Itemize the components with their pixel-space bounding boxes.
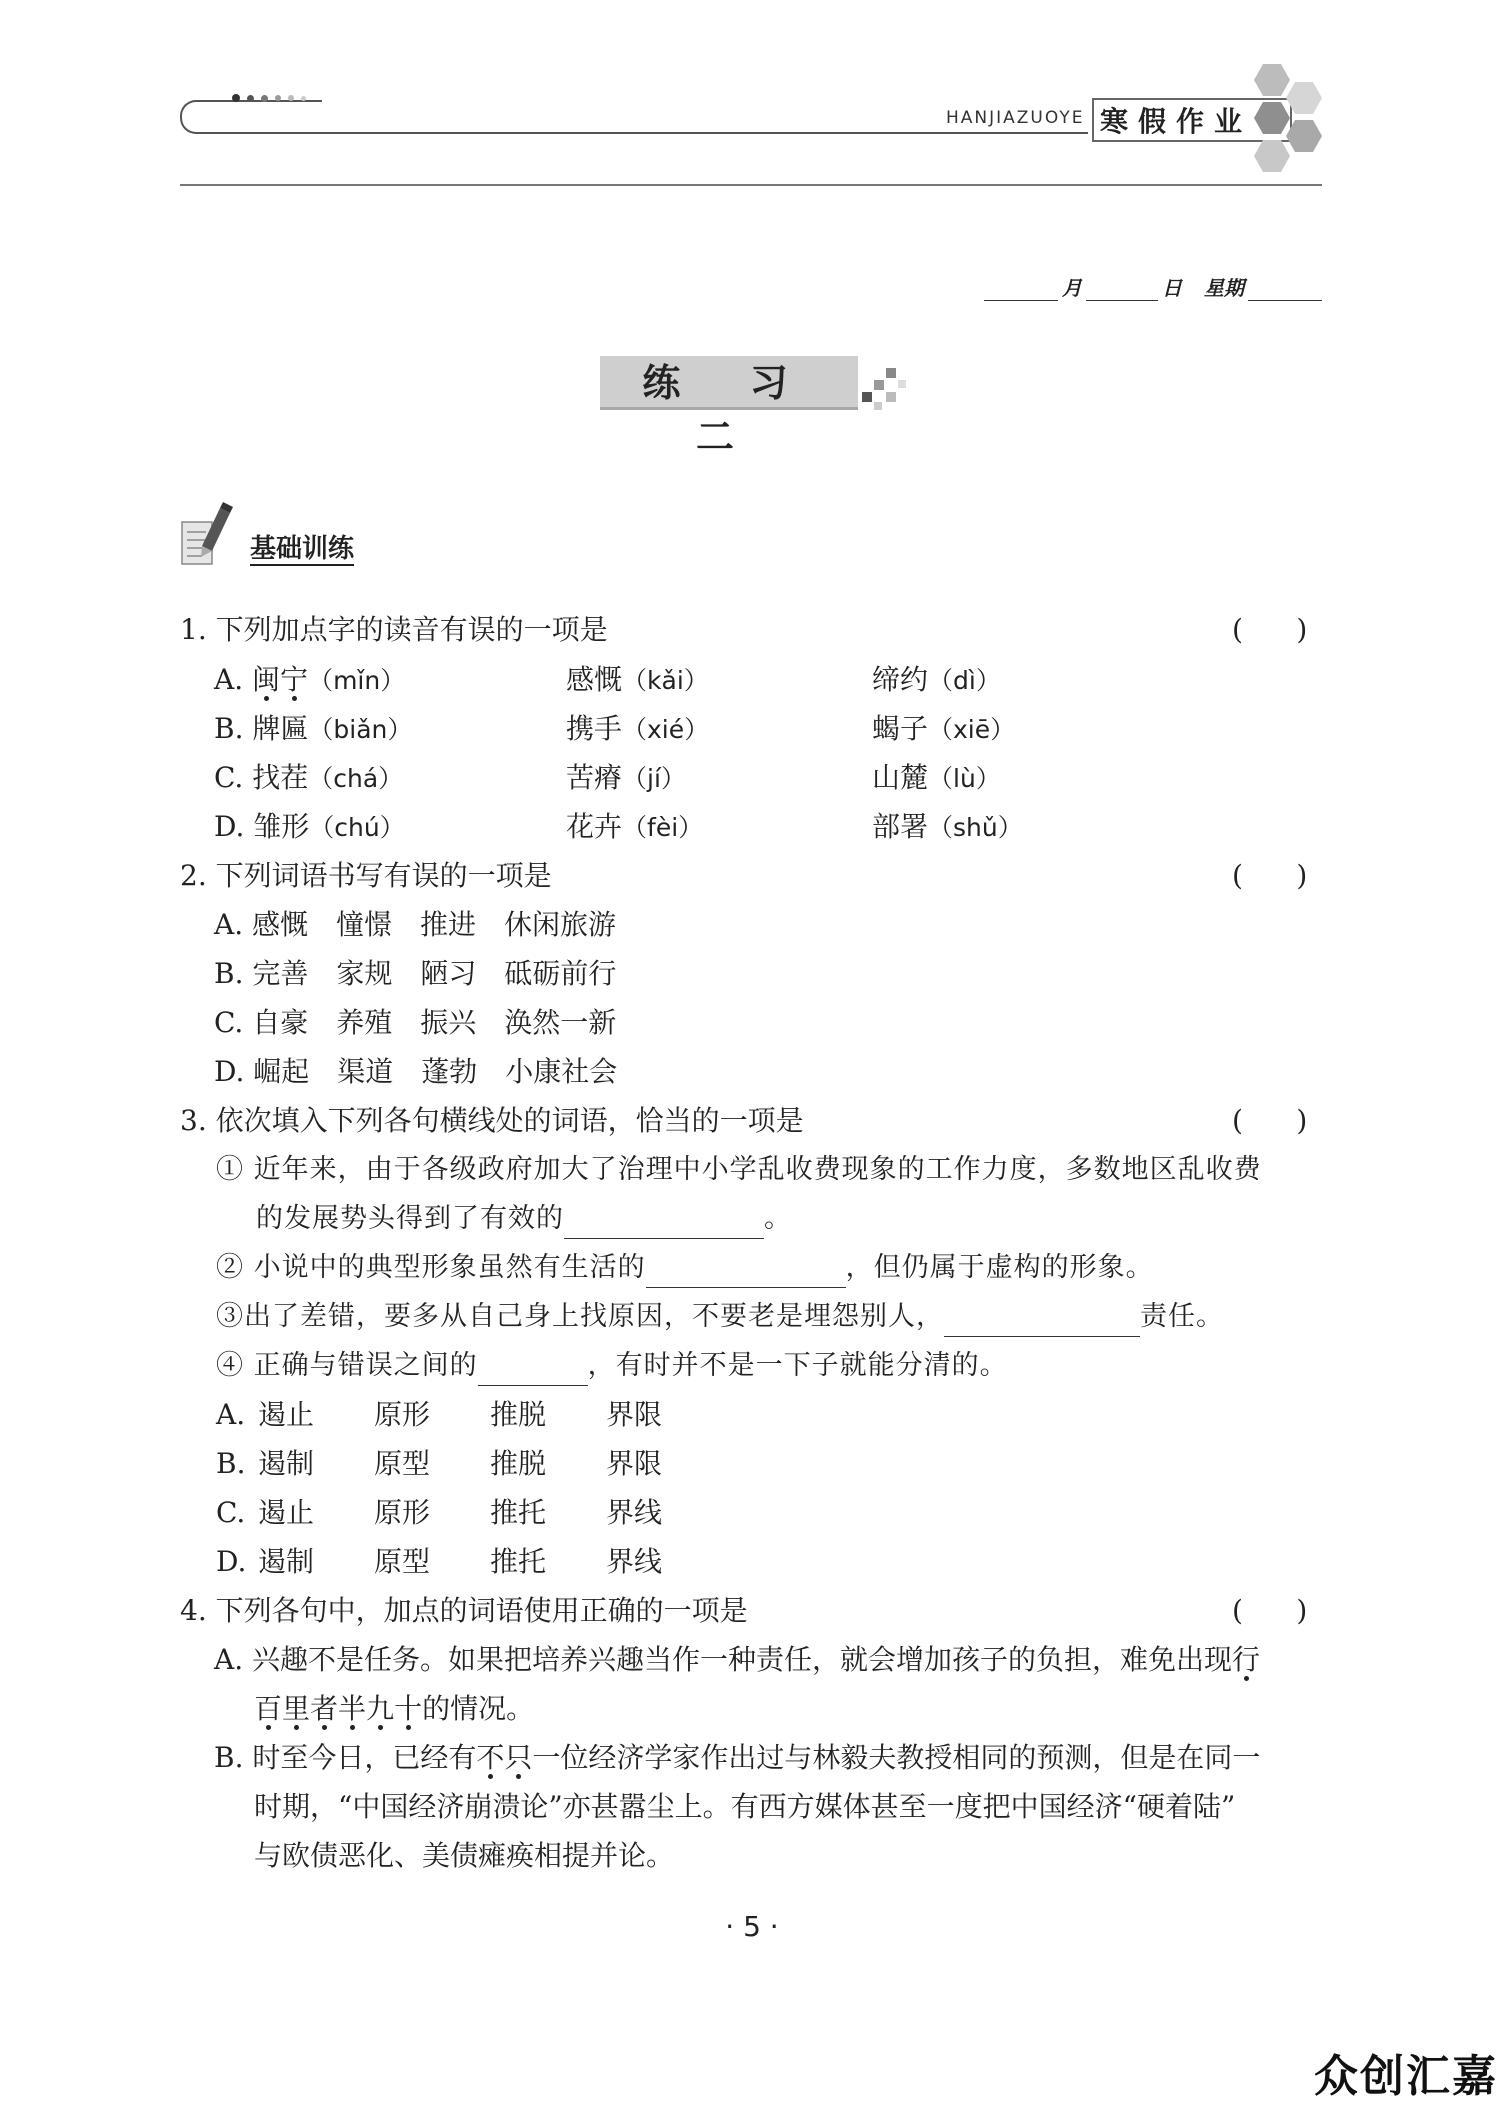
q4-option-b[interactable]: B. 时至今日，已经有不只一位经济学家作出过与林毅夫教授相同的预测，但是在同一: [214, 1741, 1261, 1774]
exercise-title: 练 习 二: [600, 356, 858, 410]
hex-decoration: [1254, 140, 1290, 172]
q2-answer-paren[interactable]: ( ): [1232, 859, 1308, 892]
emphasized-word: [252, 663, 308, 696]
q4-option-b-cont-1: 时期，“中国经济崩溃论”亦甚嚣尘上。有西方媒体甚至一度把中国经济“硬着陆”: [254, 1790, 1236, 1823]
section-title: 基础训练: [250, 534, 355, 564]
title-decoration: [874, 402, 882, 410]
header-rule: [320, 132, 1088, 134]
q2-stem: 2. 下列词语书写有误的一项是: [180, 859, 552, 892]
q3-sentence-4: ④ 正确与错误之间的 ，有时并不是一下子就能分清的。: [216, 1346, 1008, 1386]
q1-option-d-3: 部署（shǔ）: [872, 810, 1023, 843]
q3-blank-1[interactable]: [564, 1210, 764, 1239]
emphasized-word: [254, 1692, 422, 1725]
q1-option-c[interactable]: C. 找茬（chá）: [214, 761, 404, 794]
q3-sentence-3: ③出了差错，要多从自己身上找原因，不要老是埋怨别人， 责任。: [216, 1297, 1224, 1337]
hex-decoration: [1254, 64, 1290, 96]
header-title: 寒假作业: [1100, 105, 1253, 138]
q1-option-a[interactable]: A. 闽宁（mǐn）: [214, 663, 406, 696]
month-label: 月: [1062, 276, 1082, 300]
day-blank[interactable]: [1086, 280, 1158, 301]
q2-option-b[interactable]: B. 完善 家规 陋习 砥砺前行: [214, 957, 617, 990]
watermark: 众创汇嘉: [1314, 2051, 1498, 2102]
header-dots: [232, 94, 306, 102]
q3-blank-2[interactable]: [646, 1259, 846, 1288]
q2-option-c[interactable]: C. 自豪 养殖 振兴 涣然一新: [214, 1006, 617, 1039]
q2-option-d[interactable]: D. 崛起 渠道 蓬勃 小康社会: [214, 1055, 618, 1088]
emphasis-char: 百: [254, 1692, 283, 1725]
q2-option-a[interactable]: A. 感慨 憧憬 推进 休闲旅游: [214, 908, 617, 941]
day-label: 日: [1162, 276, 1182, 300]
date-line: [984, 272, 1322, 301]
emphasized-word: [476, 1741, 532, 1774]
emphasis-char: 不: [476, 1741, 505, 1774]
q1-option-d[interactable]: D. 雏形（chú）: [214, 810, 405, 843]
q3-sentence-1: ① 近年来，由于各级政府加大了治理中小学乱收费现象的工作力度，多数地区乱收费: [216, 1154, 1262, 1185]
q1-option-c-3: 山麓（lù）: [872, 761, 1001, 794]
weekday-blank[interactable]: [1248, 280, 1322, 301]
emphasis-char: 只: [504, 1741, 533, 1774]
header-latin-title: HANJIAZUOYE: [946, 108, 1085, 128]
q1-option-c-2: 苦瘠（jí）: [566, 761, 686, 794]
page-number: · 5 ·: [725, 1910, 779, 1943]
q4-option-a-cont: 百里者半九十的情况。: [254, 1692, 535, 1725]
q1-option-a-2: 感慨（kǎi）: [566, 663, 709, 696]
q3-stem: 3. 依次填入下列各句横线处的词语，恰当的一项是: [180, 1104, 804, 1137]
q1-option-b-2: 携手（xié）: [566, 712, 710, 745]
q1-option-b-3: 蝎子（xiē）: [872, 712, 1016, 745]
q4-stem: 4. 下列各句中，加点的词语使用正确的一项是: [180, 1594, 748, 1627]
q1-answer-paren[interactable]: ( ): [1232, 613, 1308, 646]
emphasis-char: 宁: [280, 663, 309, 696]
title-decoration: [874, 380, 884, 390]
emphasized-word: 行: [1232, 1643, 1261, 1676]
title-decoration: [862, 392, 872, 402]
weekday-label: 星期: [1204, 276, 1244, 300]
month-blank[interactable]: [984, 280, 1058, 301]
q1-option-a-3: 缔约（dì）: [872, 663, 1001, 696]
q4-answer-paren[interactable]: ( ): [1232, 1594, 1308, 1627]
pencil-icon: [180, 502, 236, 568]
emphasis-char: 闽: [252, 663, 281, 696]
q4-option-b-cont-2: 与欧债恶化、美债瘫痪相提并论。: [254, 1839, 675, 1872]
q1-stem: 1. 下列加点字的读音有误的一项是: [180, 613, 608, 646]
q3-sentence-2: ② 小说中的典型形象虽然有生活的 ，但仍属于虚构的形象。: [216, 1248, 1154, 1288]
q3-sentence-1-cont: 的发展势头得到了有效的 。: [256, 1199, 792, 1239]
emphasis-char: 九: [366, 1692, 395, 1725]
emphasis-char: 十: [394, 1692, 423, 1725]
q3-blank-4[interactable]: [478, 1357, 588, 1386]
emphasis-char: 半: [338, 1692, 367, 1725]
title-decoration: [886, 392, 896, 402]
title-decoration: [886, 368, 896, 378]
header-divider: [180, 184, 1322, 186]
title-decoration: [898, 380, 906, 388]
q4-option-a[interactable]: A. 兴趣不是任务。如果把培养兴趣当作一种责任，就会增加孩子的负担，难免出现行: [214, 1643, 1261, 1676]
q3-answer-paren[interactable]: ( ): [1232, 1104, 1308, 1137]
q1-option-d-2: 花卉（fèi）: [566, 810, 704, 843]
q3-blank-3[interactable]: [944, 1308, 1140, 1337]
emphasis-char: 者: [310, 1692, 339, 1725]
header-bracket: [180, 100, 322, 134]
emphasis-char: 里: [282, 1692, 311, 1725]
q1-option-b[interactable]: B. 牌匾（biǎn）: [214, 712, 413, 745]
